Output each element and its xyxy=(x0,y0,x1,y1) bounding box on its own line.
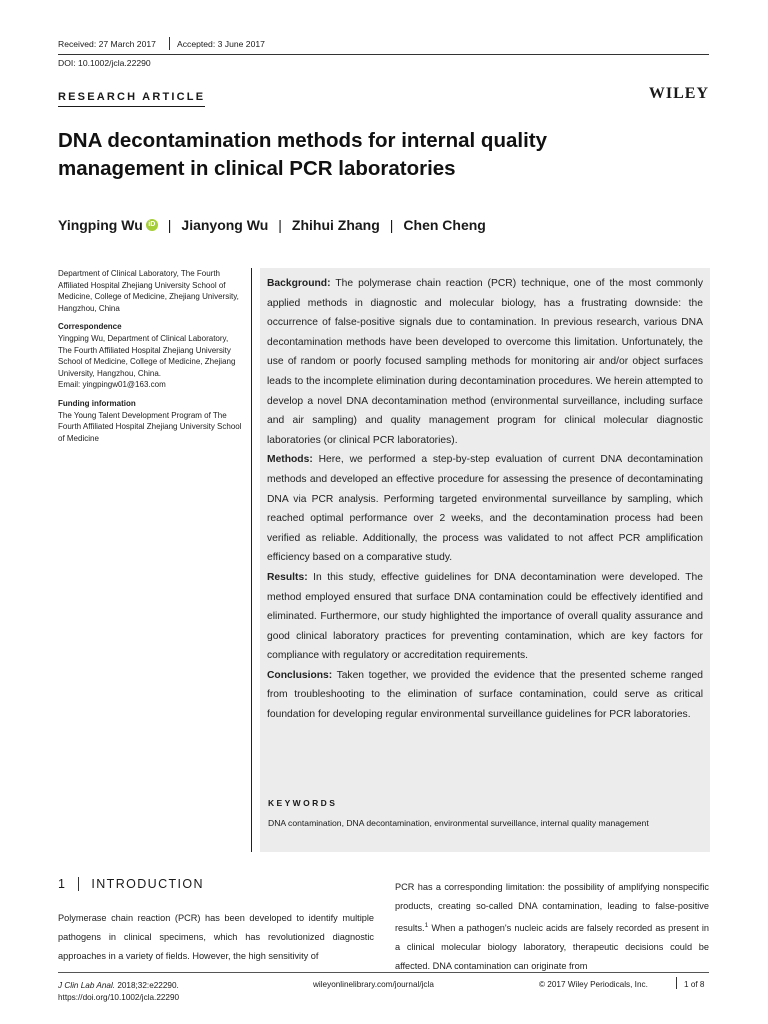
received-date: Received: 27 March 2017 xyxy=(58,39,156,49)
accepted-date: Accepted: 3 June 2017 xyxy=(177,39,265,49)
journal-name: J Clin Lab Anal. xyxy=(58,981,116,990)
conclusions-text: Taken together, we provided the evidence that the presented scheme ranged from troubleshooting to the elimination of surface contamination, could serve as critical foundation for developing regular environmental surveillance guidelines for PCR laboratories. xyxy=(267,669,703,721)
page-number: 1 of 8 xyxy=(684,980,705,989)
citation-info: 2018;32:e22290. xyxy=(115,981,179,990)
methods-label: Methods: xyxy=(267,454,313,466)
abstract-conclusions xyxy=(267,666,703,725)
article-title: DNA decontamination methods for internal quality management in clinical PCR laboratories xyxy=(58,129,547,180)
copyright: © 2017 Wiley Periodicals, Inc. xyxy=(539,980,648,989)
reference-link[interactable]: 1 xyxy=(424,922,429,929)
results-text: In this study, effective guidelines for DNA decontamination were developed. The method employed ensured that surface DNA contamination could be effectively identified and eliminated. Furthermore, our study highlighted the importance of overall quality assurance and good clinical laboratory practices for preventing contamination, which are key factors for compliance with regulatory or accreditation requirements. xyxy=(267,571,703,662)
intro-column-right xyxy=(395,878,709,976)
section-heading xyxy=(58,877,204,891)
background-text: The polymerase chain reaction (PCR) technique, one of the most commonly applied methods in diagnostic and molecular biology, has a frustrating downside: the occurrence of false-positive signals due to contamination. In previous research, various DNA decontamination methods have been developed to overcome this limitation. Unfortunately, the use of random or poorly focused sampling methods for monitoring air and/or object surfaces leads to the incomplete elimination during decontamination procedures. We herein attempted to develop a novel DNA decontamination method (environmental surveillance, including surface and air sampling) and quality management program for clinical molecular diagnostic laboratories (or clinical PCR laboratories). xyxy=(267,278,703,446)
keywords-list: DNA contamination, DNA decontamination, environmental surveillance, internal quality management xyxy=(268,818,649,828)
journal-website-link[interactable]: wileyonlinelibrary.com/journal/jcla xyxy=(313,980,434,989)
abstract-results xyxy=(267,568,703,666)
funding-text: The Young Talent Development Program of The Fourth Affiliated Hospital Zhejiang University School of Medicine xyxy=(58,410,242,443)
footer-divider xyxy=(676,977,677,989)
correspondence-email[interactable]: Email: yingpingw01@163.com xyxy=(58,380,166,390)
correspondence-heading: Correspondence xyxy=(58,322,122,332)
methods-text: Here, we performed a step-by-step evaluation of current DNA decontamination methods and developed an effective procedure for assessing the presence of decontaminating DNA via PCR analysis. Performing targeted environmental surveillance by sampling, which reached optimal performance over 2 weeks, and the decontamination process had been verified as reliable. Additionally, the process was validated to not affect PCR amplification efficiency based on a comparative study. xyxy=(267,454,703,564)
article-type: RESEARCH ARTICLE xyxy=(58,91,205,107)
conclusions-label: Conclusions: xyxy=(267,669,333,681)
author-name[interactable]: Jianyong Wu xyxy=(181,217,269,233)
header-rule xyxy=(58,54,709,55)
author-separator: | xyxy=(278,217,282,233)
orcid-icon[interactable]: iD xyxy=(146,219,158,231)
intro-column-left xyxy=(58,909,374,966)
intro-paragraph: Polymerase chain reaction (PCR) has been developed to identify multiple pathogens in clinical specimens, which has revolutionized diagnostic approaches in a variety of fields. However, the high sensitivity of xyxy=(58,913,374,961)
footer-citation xyxy=(58,980,179,1004)
section-number: 1 xyxy=(58,877,67,891)
author-list xyxy=(58,217,486,233)
correspondence-block xyxy=(58,321,243,391)
footer-rule xyxy=(58,972,709,973)
footer-doi-link[interactable]: https://doi.org/10.1002/jcla.22290 xyxy=(58,993,180,1002)
author-name[interactable]: Yingping Wu xyxy=(58,217,143,233)
doi[interactable]: DOI: 10.1002/jcla.22290 xyxy=(58,58,151,68)
intro-paragraph-continued xyxy=(395,878,709,976)
funding-block xyxy=(58,398,243,444)
author-name[interactable]: Chen Cheng xyxy=(403,217,486,233)
section-title: INTRODUCTION xyxy=(91,877,204,891)
intro-text-part: When a pathogen's nucleic acids are falsely recorded as present in a clinical molecular biology laboratory, therapeutic decisions could be affected. DNA contamination can originate from xyxy=(395,923,709,972)
publisher-logo: WILEY xyxy=(648,85,709,102)
author-separator: | xyxy=(389,217,394,233)
abstract-text xyxy=(267,274,703,725)
heading-divider xyxy=(78,877,79,891)
author-name[interactable]: Zhihui Zhang xyxy=(291,217,380,233)
article-metadata xyxy=(58,268,243,451)
affiliation: Department of Clinical Laboratory, The Fourth Affiliated Hospital Zhejiang University School of Medicine, College of Medicine, Zhejiang University, Hangzhou, China xyxy=(58,269,239,313)
funding-heading: Funding information xyxy=(58,398,136,408)
abstract-methods xyxy=(267,450,703,568)
keywords-heading: KEYWORDS xyxy=(268,798,338,808)
correspondence-text: Yingping Wu, Department of Clinical Laboratory, The Fourth Affiliated Hospital Zhejiang University School of Medicine, College of Medicine, Zhejiang University, Hangzhou, China. xyxy=(58,333,236,378)
results-label: Results: xyxy=(267,571,308,583)
abstract-background xyxy=(267,274,703,450)
header-divider xyxy=(169,37,170,50)
background-label: Background: xyxy=(267,278,331,289)
author-separator: | xyxy=(167,217,172,233)
intro-text-part: PCR has a corresponding limitation: the possibility of amplifying nonspecific products, creating so-called DNA contamination, leading to false-positive results. xyxy=(395,882,709,934)
abstract-rule xyxy=(251,268,252,852)
